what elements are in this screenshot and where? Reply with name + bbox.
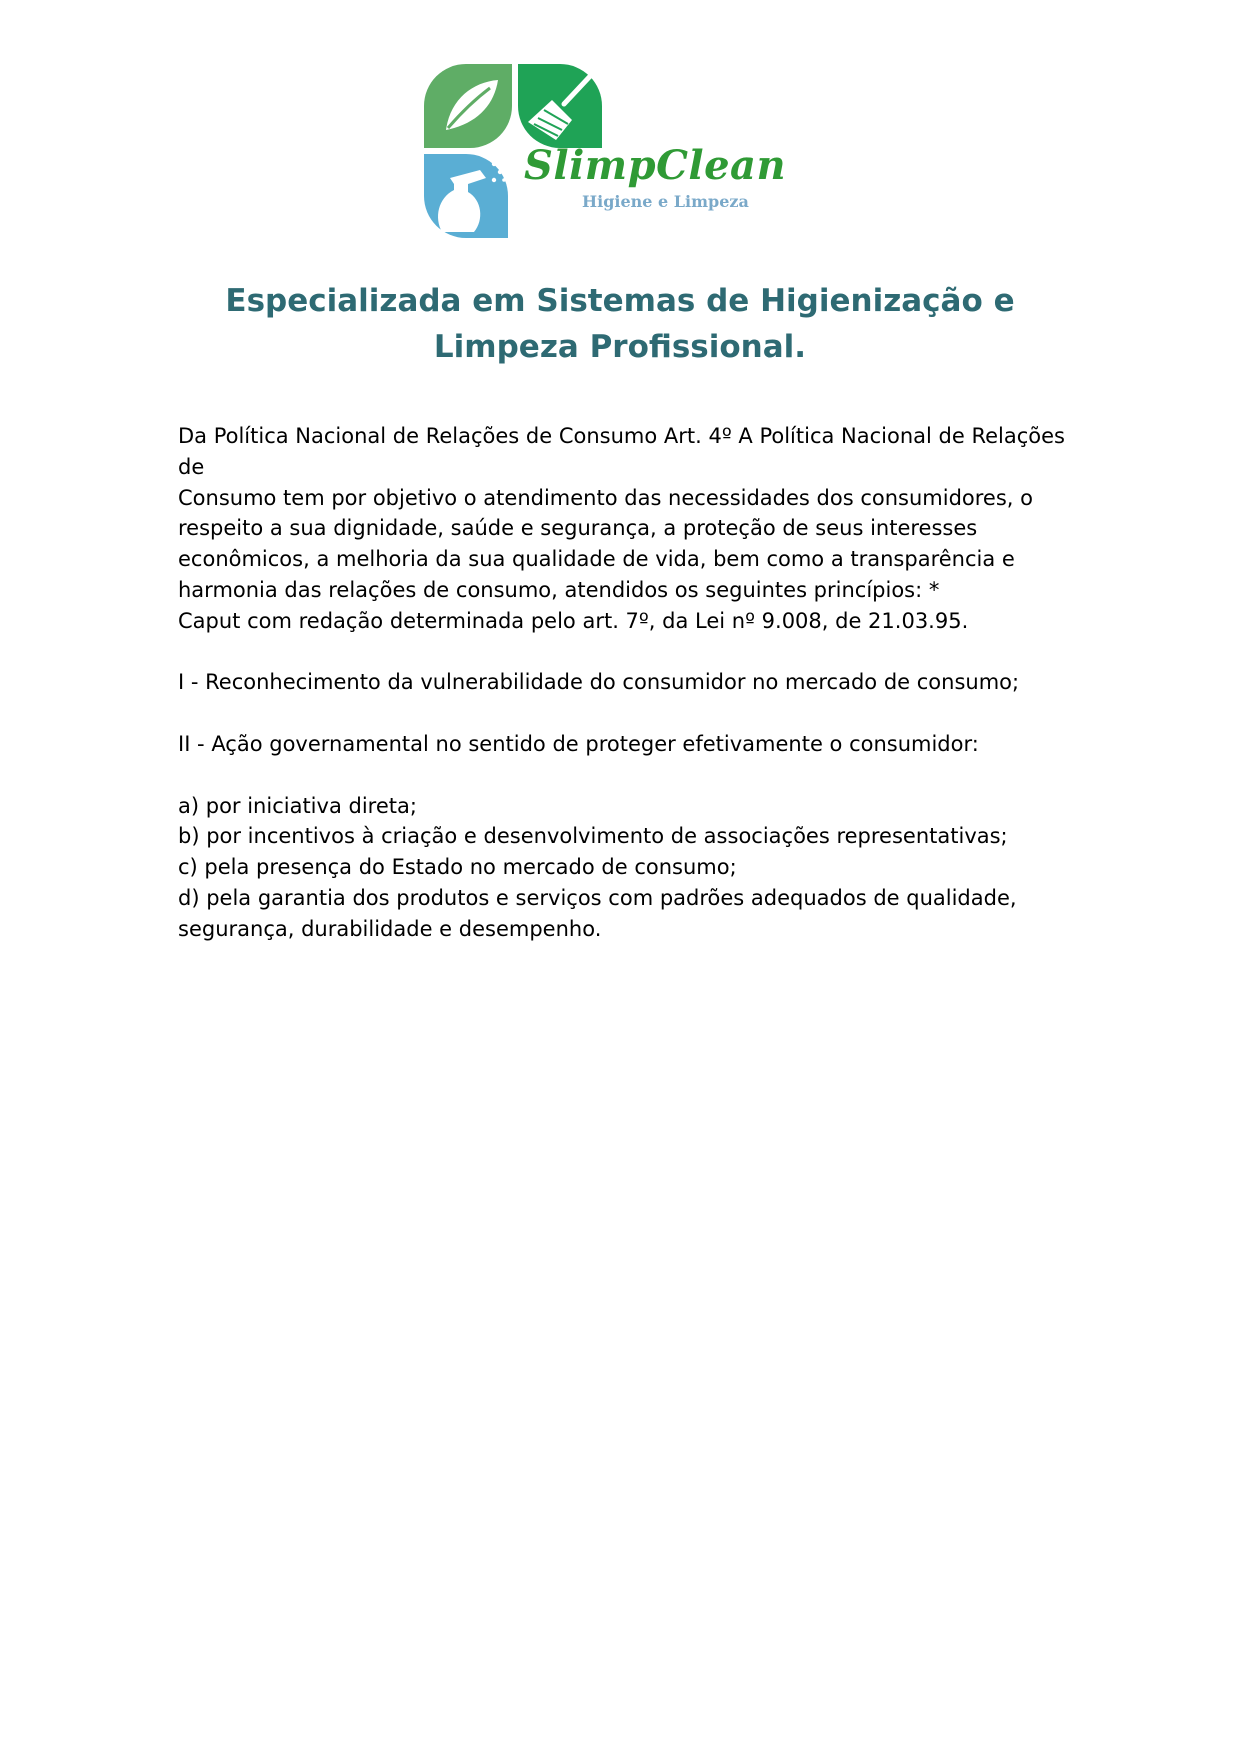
list-item-d-continued: segurança, durabilidade e desempenho.: [178, 916, 602, 941]
intro-line: Caput com redação determinada pelo art. 7º, da Lei nº 9.008, de 21.03.95.: [178, 608, 969, 633]
list-item-b: b) por incentivos à criação e desenvolvimento de associações representativas;: [178, 824, 1008, 849]
principle-1: I - Reconhecimento da vulnerabilidade do consumidor no mercado de consumo;: [178, 670, 1020, 695]
intro-line: harmonia das relações de consumo, atendidos os seguintes princípios: *: [178, 577, 940, 602]
intro-line: Da Política Nacional de Relações de Consumo Art. 4º A Política Nacional de Relações de: [178, 424, 1065, 479]
list-item-d: d) pela garantia dos produtos e serviços com padrões adequados de qualidade,: [178, 885, 1017, 910]
intro-line: respeito a sua dignidade, saúde e segurança, a proteção de seus interesses: [178, 516, 978, 541]
page-headline: [0, 278, 1240, 370]
headline-line-2: Limpeza Profissional.: [433, 329, 807, 365]
intro-line: Consumo tem por objetivo o atendimento das necessidades dos consumidores, o: [178, 485, 1033, 510]
list-item-a: a) por iniciativa direta;: [178, 793, 417, 818]
list-item-c: c) pela presença do Estado no mercado de consumo;: [178, 855, 737, 880]
document-body: [178, 421, 1078, 945]
intro-line: econômicos, a melhoria da sua qualidade de vida, bem como a transparência e: [178, 547, 1015, 572]
headline-line-1: Especializada em Sistemas de Higienização e: [225, 283, 1015, 319]
brand-tagline: Higiene e Limpeza: [582, 192, 749, 211]
brand-name: SlimpClean: [524, 142, 787, 189]
principle-2: II - Ação governamental no sentido de proteger efetivamente o consumidor:: [178, 731, 979, 756]
brand-logo: [424, 60, 844, 240]
